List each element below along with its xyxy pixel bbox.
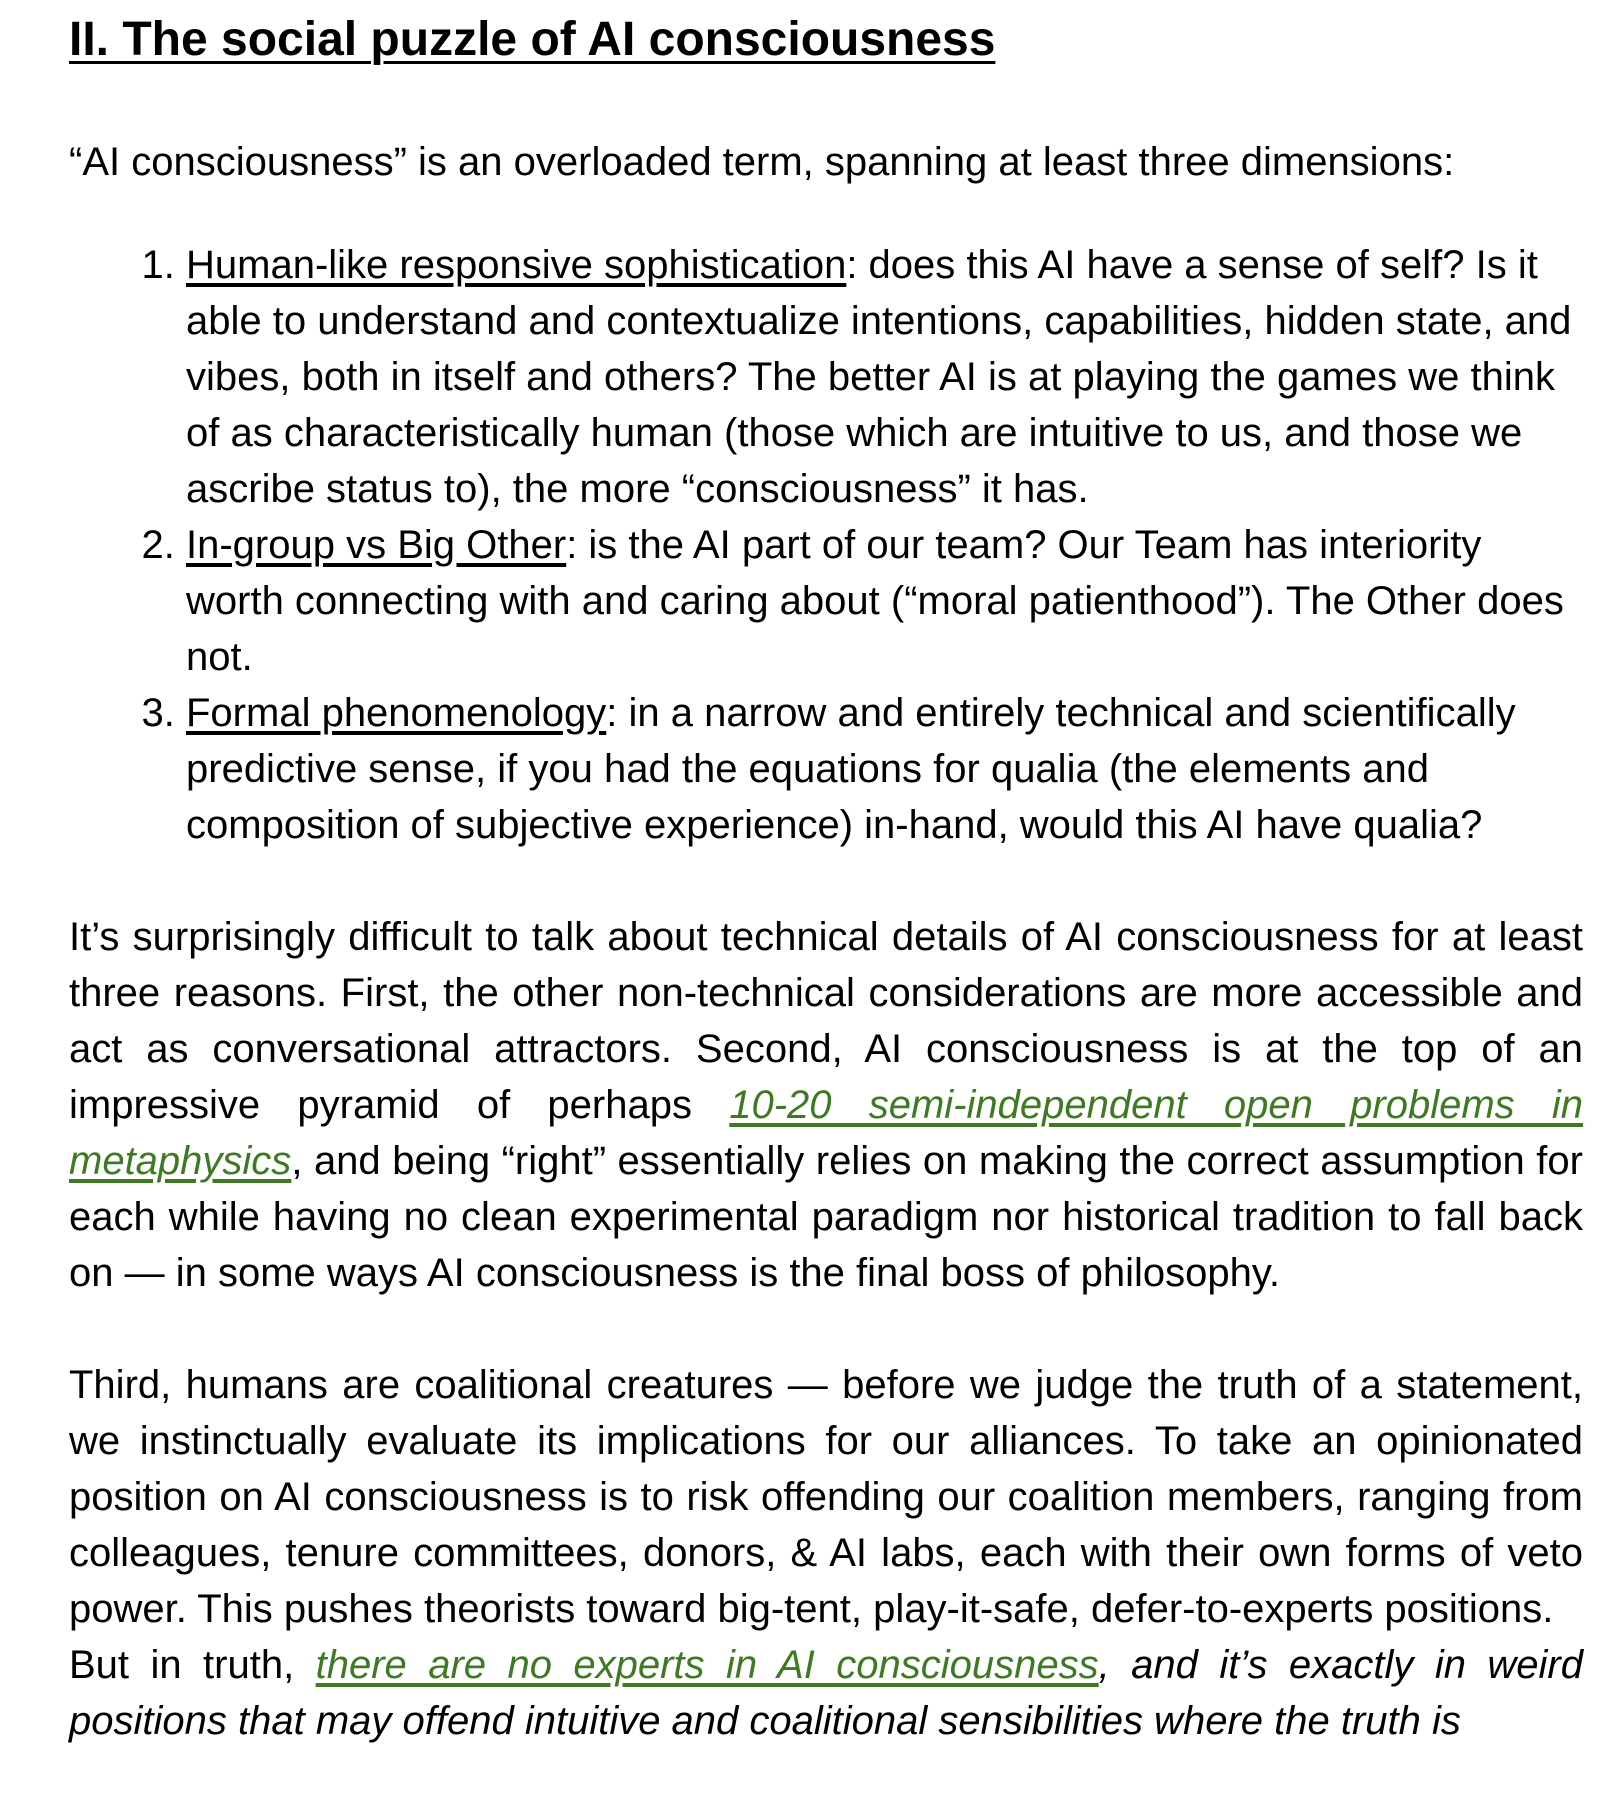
body-paragraph (69, 909, 1583, 1301)
paragraph-text: , and being “right” essentially relies on making the correct assumption for each while having no clean experimental paradigm nor historical tradition to fall back on — in some ways AI consciousness is the final boss of philosophy. (69, 1139, 1583, 1295)
dimensions-list (69, 237, 1583, 853)
body-paragraph: Third, humans are coalitional creatures — before we judge the truth of a statement, we instinctually evaluate its implications for our alliances. To take an opinionated position on AI consciousness is to risk offending our coalition members, ranging from colleagues, tenure committees, donors, & AI labs, each with their own forms of veto power. This pushes theorists toward big-tent, play-it-safe, defer-to-experts positions. (69, 1363, 1583, 1631)
body-paragraph (69, 1637, 1583, 1749)
list-item (186, 237, 1583, 517)
intro-paragraph: “AI consciousness” is an overloaded term, spanning at least three dimensions: (69, 140, 1455, 184)
metaphysics-problems-link[interactable]: 10-20 semi-independent open problems in metaphysics (69, 1083, 1583, 1183)
list-item-term: Formal phenomenology (186, 691, 607, 735)
paragraph-text: It’s surprisingly difficult to talk about technical details of AI consciousness for at least three reasons. First, the other non-technical considerations are more accessible and act as conversational attractors. Second, AI consciousness is at the top of an impressive pyramid of perhaps (69, 915, 1583, 1127)
paragraph-text: But in truth, (69, 1643, 316, 1687)
list-item-text: : is the AI part of our team? Our Team has interiority worth connecting with and caring about (“moral patienthood”). The Other does not. (186, 523, 1564, 679)
list-item-term: Human-like responsive sophistication (186, 243, 847, 287)
list-item (186, 517, 1583, 685)
document-page (69, 0, 1583, 1749)
list-item-text: : in a narrow and entirely technical and scientifically predictive sense, if you had the equations for qualia (the elements and composition of subjective experience) in-hand, would this AI have qualia? (186, 691, 1516, 847)
italic-text: , and it’s exactly in weird positions that may offend intuitive and coalitional sensibilities where the truth is (69, 1643, 1583, 1743)
section-heading: II. The social puzzle of AI consciousness (69, 13, 996, 66)
list-item-term: In-group vs Big Other (186, 523, 567, 567)
list-item-text: : does this AI have a sense of self? Is it able to understand and contextualize intentions, capabilities, hidden state, and vibes, both in itself and others? The better AI is at playing the games we think of as characteristically human (those which are intuitive to us, and those we ascribe status to), the more “consciousness” it has. (186, 243, 1572, 511)
list-item (186, 685, 1583, 853)
no-experts-link[interactable]: there are no experts in AI consciousness (315, 1643, 1099, 1687)
